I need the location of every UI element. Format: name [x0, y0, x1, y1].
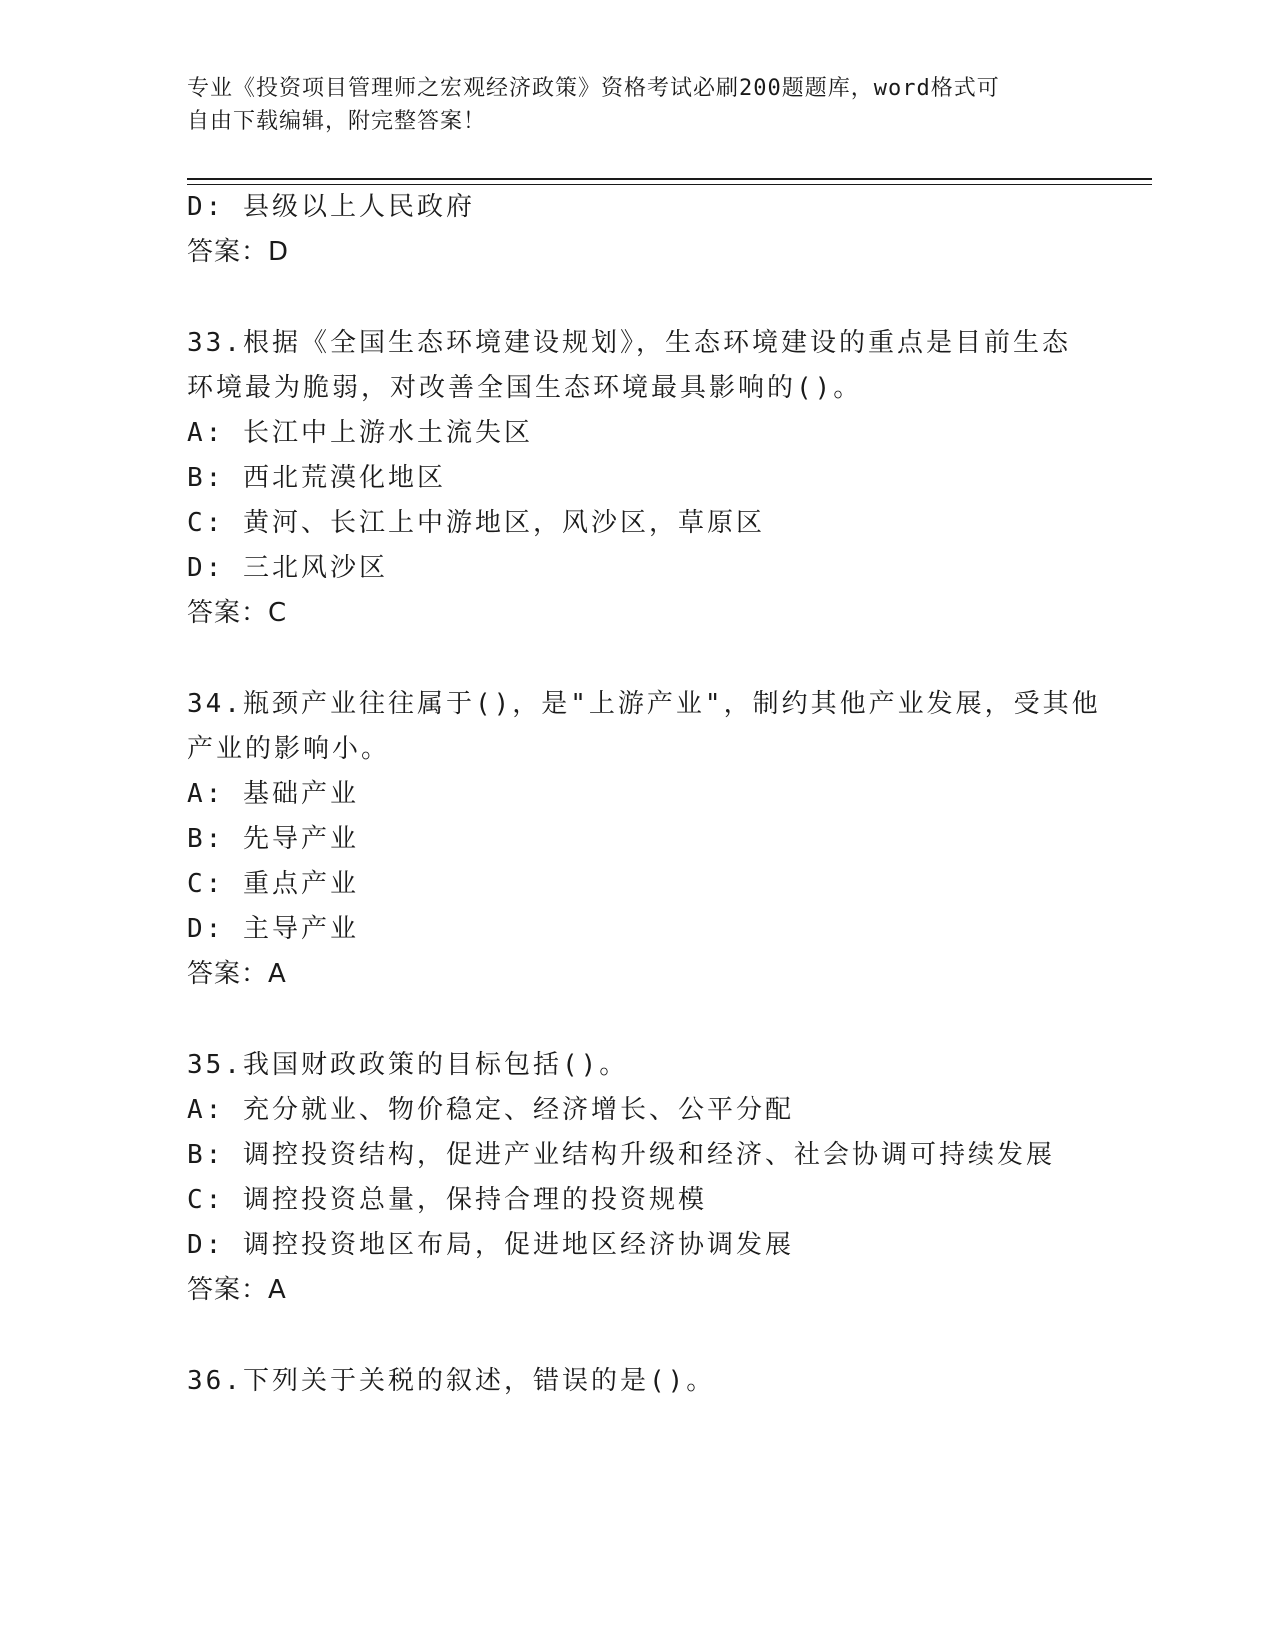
q35-option-c: C: 调控投资总量，保持合理的投资规模: [187, 1185, 707, 1215]
header-rule-thin: [187, 184, 1152, 185]
q33-option-a: A: 长江中上游水土流失区: [187, 418, 533, 448]
q33-answer: 答案：C: [187, 598, 288, 628]
document-header: [187, 72, 1077, 138]
prev-option-d: D: 县级以上人民政府: [187, 192, 475, 222]
q34-stem-line-2: 产业的影响小。: [187, 734, 391, 764]
q33-option-b: B: 西北荒漠化地区: [187, 463, 446, 493]
q35-stem-line-1: 35.我国财政政策的目标包括()。: [187, 1050, 629, 1080]
q33-option-d: D: 三北风沙区: [187, 553, 388, 583]
q34-option-d: D: 主导产业: [187, 914, 359, 944]
q35-option-a: A: 充分就业、物价稳定、经济增长、公平分配: [187, 1095, 794, 1125]
q33-stem-line-1: 33.根据《全国生态环境建设规划》，生态环境建设的重点是目前生态: [187, 328, 1071, 358]
q33-option-c: C: 黄河、长江上中游地区，风沙区，草原区: [187, 508, 765, 538]
q34-option-c: C: 重点产业: [187, 869, 359, 899]
q34-option-b: B: 先导产业: [187, 824, 359, 854]
q34-option-a: A: 基础产业: [187, 779, 359, 809]
q35-option-b: B: 调控投资结构，促进产业结构升级和经济、社会协调可持续发展: [187, 1140, 1055, 1170]
q35-option-d: D: 调控投资地区布局，促进地区经济协调发展: [187, 1230, 794, 1260]
q35-answer: 答案：A: [187, 1275, 287, 1305]
header-line-1: 专业《投资项目管理师之宏观经济政策》资格考试必刷200题题库，word格式可: [187, 76, 1000, 101]
header-rule-thick: [187, 178, 1152, 180]
q33-stem-line-2: 环境最为脆弱，对改善全国生态环境最具影响的()。: [187, 373, 863, 403]
q36-stem-line-1: 36.下列关于关税的叙述，错误的是()。: [187, 1366, 716, 1396]
q34-stem-line-1: 34.瓶颈产业往往属于()，是"上游产业"，制约其他产业发展，受其他: [187, 689, 1101, 719]
q34-answer: 答案：A: [187, 959, 287, 989]
header-line-2: 自由下载编辑，附完整答案！: [187, 109, 487, 134]
prev-answer: 答案：D: [187, 237, 290, 267]
